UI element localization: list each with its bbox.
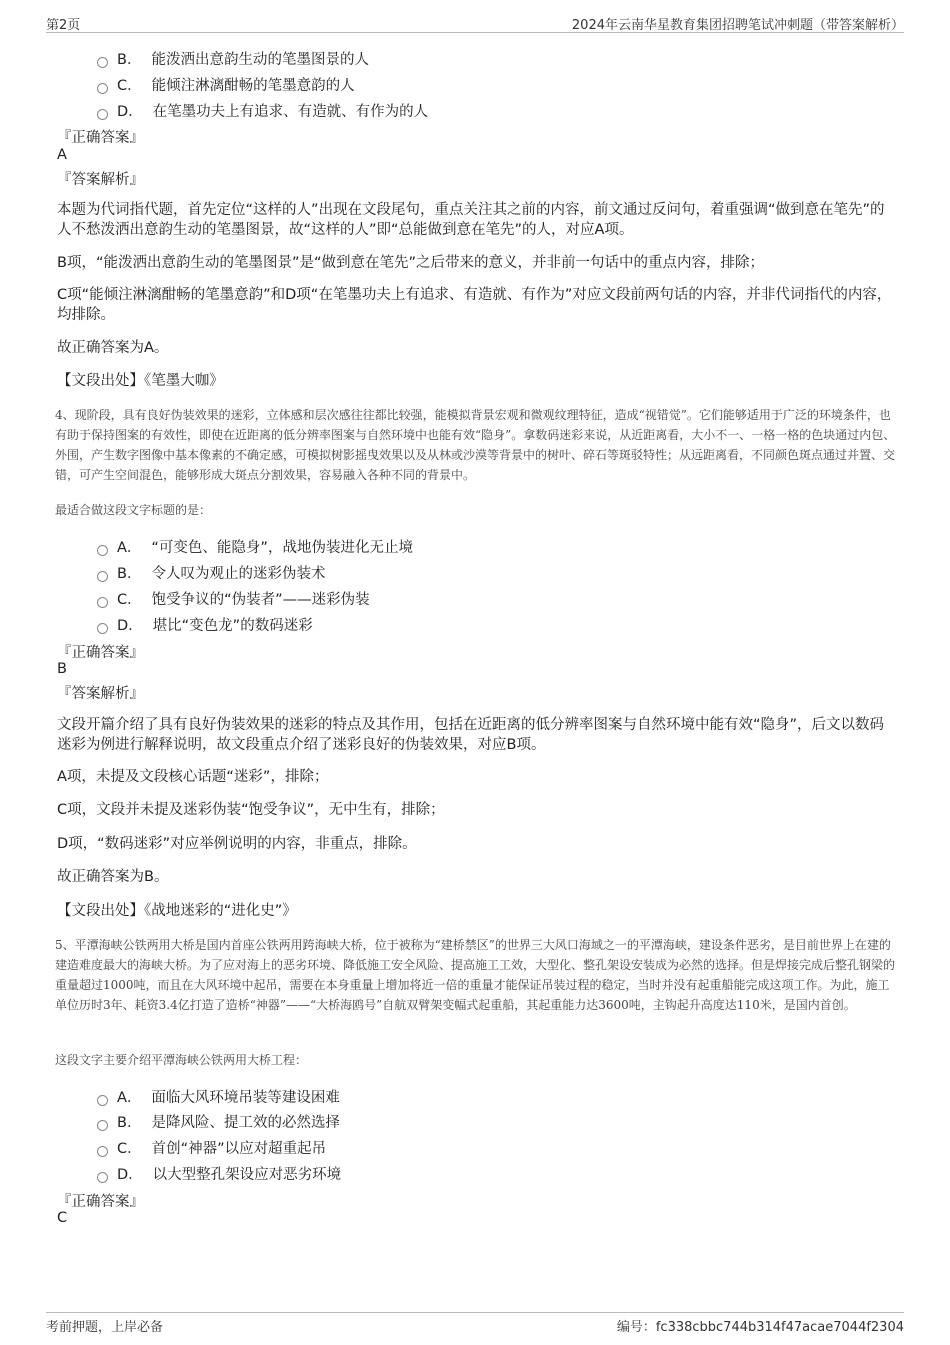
- q3-answer-label: 『正确答案』: [57, 130, 144, 146]
- q5-option-a[interactable]: A． 面临大风环境吊装等建设困难: [97, 1086, 340, 1108]
- radio-icon[interactable]: [97, 545, 108, 556]
- radio-icon[interactable]: [97, 83, 108, 94]
- q5-option-d[interactable]: D． 以大型整孔架设应对恶劣环境: [97, 1163, 341, 1185]
- radio-icon[interactable]: [97, 109, 108, 120]
- page-footer: [46, 1312, 904, 1335]
- q3-option-b[interactable]: B． 能泼洒出意韵生动的笔墨图景的人: [97, 48, 369, 70]
- footer-slogan: 考前押题，上岸必备: [46, 1320, 164, 1335]
- q4-answer-label: 『正确答案』: [57, 645, 144, 661]
- q3-analysis-paragraph: B项，“能泼洒出意韵生动的笔墨图景”是“做到意在笔先”之后带来的意义，并非前一句话中的重点内容，排除；: [57, 255, 764, 271]
- q3-answer: A: [57, 147, 67, 163]
- q3-analysis-paragraph: 本题为代词指代题，首先定位“这样的人”出现在文段尾句，重点关注其之前的内容，前文通过反问句，着重强调“做到意在笔先”的人不愁泼洒出意韵生动的笔墨图景，故“这样的人”即“总能做到意在笔先”的人，对应A项。: [57, 202, 885, 238]
- radio-icon[interactable]: [97, 1120, 108, 1131]
- q5-option-b[interactable]: B． 是降风险、提工效的必然选择: [97, 1111, 340, 1133]
- radio-icon[interactable]: [97, 1146, 108, 1157]
- q3-analysis-label: 『答案解析』: [57, 172, 144, 188]
- q5-answer: C: [57, 1210, 68, 1226]
- q4-option-d[interactable]: D． 堪比“变色龙”的数码迷彩: [97, 614, 313, 636]
- q3-source: 【文段出处】《笔墨大咖》: [57, 373, 224, 389]
- q4-analysis-label: 『答案解析』: [57, 686, 144, 702]
- q4-option-c[interactable]: C． 饱受争议的“伪装者”——迷彩伪装: [97, 588, 370, 610]
- radio-icon[interactable]: [97, 57, 108, 68]
- radio-icon[interactable]: [97, 1095, 108, 1106]
- q5-prompt: 这段文字主要介绍平潭海峡公铁两用大桥工程：: [55, 1053, 308, 1067]
- q3-analysis-conclusion: 故正确答案为A。: [57, 340, 169, 356]
- q4-analysis-paragraph: 文段开篇介绍了具有良好伪装效果的迷彩的特点及其作用，包括在近距离的低分辨率图案与自然环境中能有效“隐身”，后文以数码迷彩为例进行解释说明，故文段重点介绍了迷彩良好的伪装效果，对应B项。: [57, 717, 885, 753]
- page-header: [46, 12, 904, 33]
- page-number: 第2页: [46, 18, 81, 33]
- radio-icon[interactable]: [97, 623, 108, 634]
- radio-icon[interactable]: [97, 1172, 108, 1183]
- q3-option-d[interactable]: D． 在笔墨功夫上有追求、有造就、有作为的人: [97, 100, 428, 122]
- q5-answer-label: 『正确答案』: [57, 1194, 144, 1210]
- document-title: 2024年云南华星教育集团招聘笔试冲刺题（带答案解析）: [571, 18, 904, 33]
- q5-stem: 5、平潭海峡公铁两用大桥是国内首座公铁两用跨海峡大桥，位于被称为“建桥禁区”的世界三大风口海域之一的平潭海峡，建设条件恶劣，是目前世界上在建的建造难度最大的海峡大桥。为了应对海上的恶劣环境、降低施工安全风险、提高施工工效，大型化、整孔架设安装成为必然的选择。但是焊接完成后整孔钢梁的重量超过1000吨，而且在大风环境中起吊，需要在本身重量上增加将近一倍的重量才能保证吊装过程的稳定，当时并没有起重船能完成这项工作。为此，施工单位历时3年、耗资3.4亿打造了造桥“神器”——“大桥海鸥号”自航双臂架变幅式起重船，其起重能力达3600吨，主钩起升高度达110米，是国内首创。: [55, 938, 896, 1012]
- q3-option-c[interactable]: C． 能倾注淋漓酣畅的笔墨意韵的人: [97, 74, 355, 96]
- q5-option-c[interactable]: C． 首创“神器”以应对超重起吊: [97, 1137, 326, 1159]
- q4-analysis-paragraph: C项，文段并未提及迷彩伪装“饱受争议”，无中生有，排除；: [57, 802, 445, 818]
- radio-icon[interactable]: [97, 597, 108, 608]
- q4-stem: 4、现阶段，具有良好伪装效果的迷彩，立体感和层次感往往都比较强，能模拟背景宏观和微观纹理特征，造成“视错觉”。它们能够适用于广泛的环境条件，也有助于保持图案的有效性，即使在近距离的低分辨率图案与自然环境中也能有效“隐身”。拿数码迷彩来说，从近距离看，大小不一、一格一格的色块通过内包、外围，产生数字图像中基本像素的不确定感，可模拟树影摇曳效果以及从林或沙漠等背景中的树叶、碎石等斑驳特性；从远距离看，不同颜色斑点通过并置、交错，可产生空间混色，能够形成大斑点分割效果，容易融入各种不同的背景中。: [55, 408, 896, 482]
- q4-option-a[interactable]: A． “可变色、能隐身”，战地伪装进化无止境: [97, 536, 413, 558]
- q4-analysis-paragraph: D项，“数码迷彩”对应举例说明的内容，非重点，排除。: [57, 836, 417, 852]
- q4-answer: B: [57, 661, 67, 677]
- radio-icon[interactable]: [97, 571, 108, 582]
- q4-source: 【文段出处】《战地迷彩的“进化史”》: [57, 903, 297, 919]
- document-id: 编号：fc338cbbc744b314f47acae7044f2304: [616, 1320, 904, 1335]
- q3-analysis-paragraph: C项“能倾注淋漓酣畅的笔墨意韵”和D项“在笔墨功夫上有追求、有造就、有作为”对应文段前两句话的内容，并非代词指代的内容，均排除。: [57, 287, 892, 323]
- q4-analysis-paragraph: A项，未提及文段核心话题“迷彩”，排除；: [57, 769, 329, 785]
- q4-analysis-conclusion: 故正确答案为B。: [57, 869, 169, 885]
- q4-prompt: 最适合做这段文字标题的是：: [55, 503, 212, 517]
- q4-option-b[interactable]: B． 令人叹为观止的迷彩伪装术: [97, 562, 325, 584]
